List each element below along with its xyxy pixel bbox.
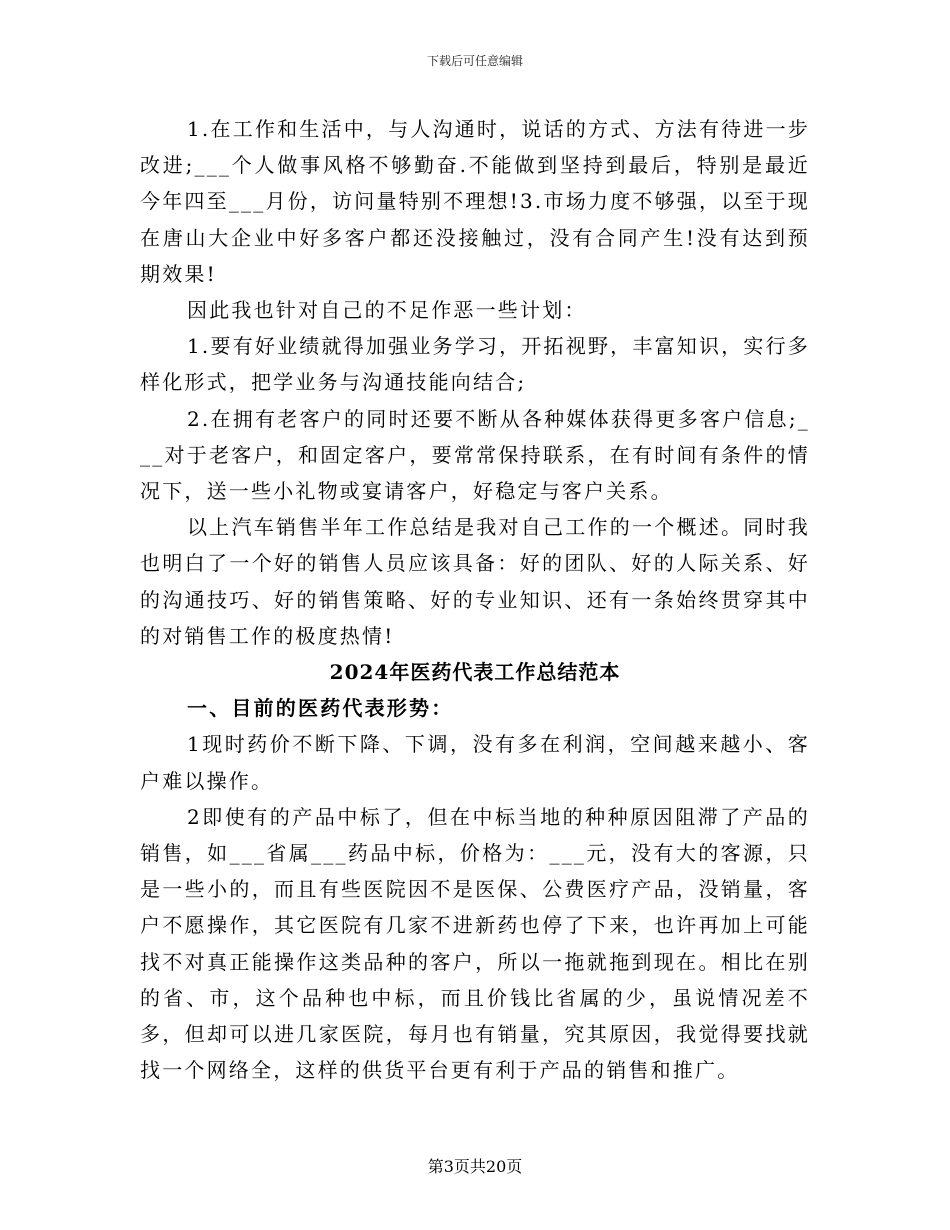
paragraph-shortcomings: 1.在工作和生活中，与人沟通时，说话的方式、方法有待进一步改进;___个人做事风格不够勤奋.不能做到坚持到最后，特别是最近今年四至___月份，访问量特别不理想!3.市场力度不够强，以至于现在唐山大企业中好多客户都还没接触过，没有合同产生!没有达到预期效果! [140,117,810,286]
paragraph-situation-1: 1现时药价不断下降、下调，没有多在利润，空间越来越小、客户难以操作。 [140,732,810,793]
paragraph-situation-2: 2即使有的产品中标了，但在中标当地的种种原因阻滞了产品的销售，如___省属___药品中标，价格为：___元，没有大的客源，只是一些小的，而且有些医院因不是医保、公费医疗产品，没销量，客户不愿操作，其它医院有几家不进新药也停了下来，也许再加上可能找不对真正能操作这类品种的客户，所以一拖就拖到现在。相比在别的省、市，这个品种也中标，而且价钱比省属的少，虽说情况差不多，但却可以进几家医院，每月也有销量，究其原因，我觉得要找就找一个网络全，这样的供货平台更有利于产品的销售和推广。 [140,804,810,1083]
paragraph-plan-2: 2.在拥有老客户的同时还要不断从各种媒体获得更多客户信息;___对于老客户，和固定客户，要常常保持联系，在有时间有条件的情况下，送一些小礼物或宴请客户，好稳定与客户关系。 [140,406,810,504]
page-header: 下载后可任意编辑 [426,54,523,68]
section-heading: 一、目前的医药代表形势： [187,696,454,721]
document-title: 2024年医药代表工作总结范本 [329,660,621,685]
paragraph-plan-intro: 因此我也针对自己的不足作恶一些计划： [187,298,587,323]
paragraph-summary: 以上汽车销售半年工作总结是我对自己工作的一个概述。同时我也明白了一个好的销售人员应该具备：好的团队、好的人际关系、好的沟通技巧、好的销售策略、好的专业知识、还有一条始终贯穿其中的对销售工作的极度热情! [140,515,810,648]
document-body [140,111,810,1088]
page-number: 第3页共20页 [427,1157,523,1176]
paragraph-plan-1: 1.要有好业绩就得加强业务学习，开拓视野，丰富知识，实行多样化形式，把学业务与沟通技能向结合; [140,334,810,395]
